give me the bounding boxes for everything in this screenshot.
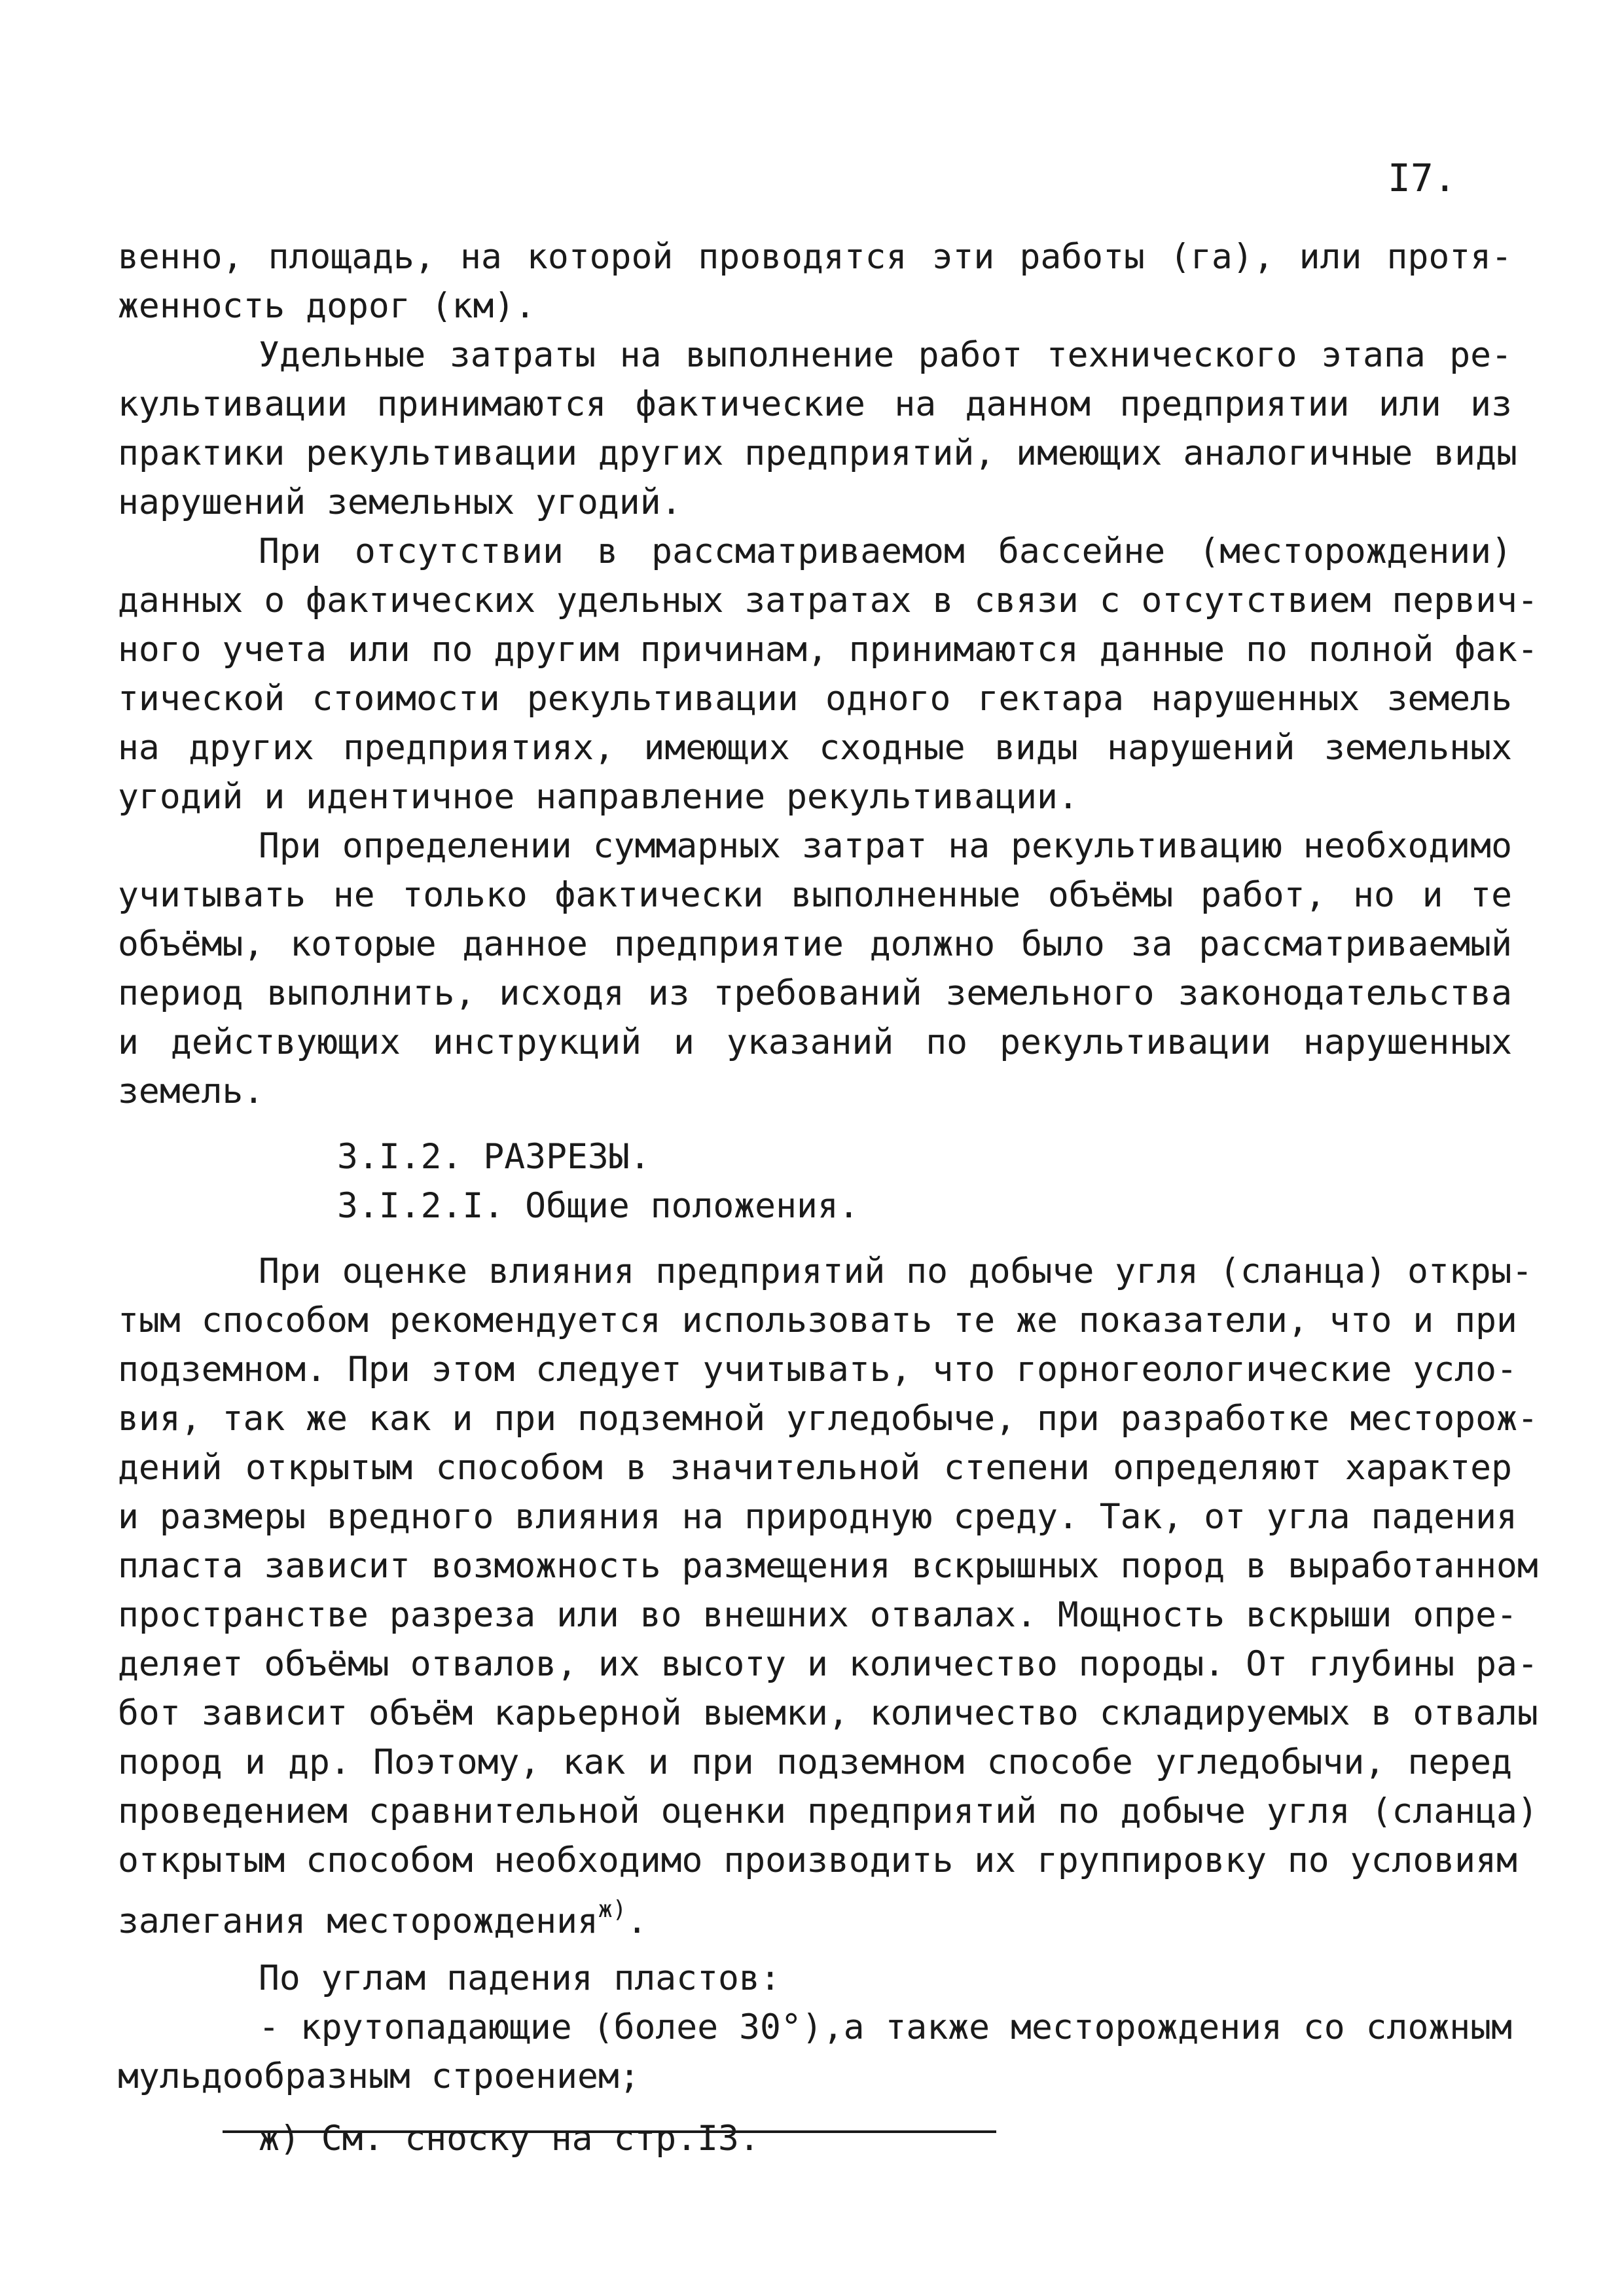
text-line: учитывать не только фактически выполненные объёмы работ, но и те bbox=[118, 875, 1512, 915]
paragraph-start: По углам падения пластов: bbox=[259, 1958, 781, 1998]
paragraph-start: При определении суммарных затрат на рекультивацию необходимо bbox=[259, 826, 1512, 866]
text-line: открытым способом необходимо производить их группировку по условиям bbox=[118, 1840, 1517, 1880]
line-end: . bbox=[626, 1901, 648, 1941]
text-line-with-footnote-ref bbox=[118, 1885, 1512, 1941]
text-line: и размеры вредного влияния на природную среду. Так, от угла падения bbox=[118, 1497, 1517, 1537]
text-line: пласта зависит возможность размещения вскрышных пород в выработанном bbox=[118, 1546, 1538, 1586]
section-heading: 3.I.2. РАЗРЕЗЫ. bbox=[337, 1137, 651, 1177]
text-line: дений открытым способом в значительной степени определяют характер bbox=[118, 1448, 1512, 1488]
text-line: нарушений земельных угодий. bbox=[118, 482, 682, 522]
text-line: бот зависит объём карьерной выемки, количество складируемых в отвалы bbox=[118, 1693, 1538, 1733]
text-line: культивации принимаются фактические на данном предприятии или из bbox=[118, 384, 1512, 424]
text-line: и действующих инструкций и указаний по рекультивации нарушенных bbox=[118, 1022, 1512, 1062]
text-line: период выполнить, исходя из требований земельного законодательства bbox=[118, 973, 1512, 1013]
paragraph-start: При оценке влияния предприятий по добыче угля (сланца) откры- bbox=[259, 1251, 1533, 1291]
text-line: проведением сравнительной оценки предприятий по добыче угля (сланца) bbox=[118, 1791, 1538, 1831]
paragraph-start: При отсутствии в рассматриваемом бассейне (месторождении) bbox=[259, 531, 1512, 571]
text-line: тым способом рекомендуется использовать те же показатели, что и при bbox=[118, 1300, 1517, 1340]
text-line: объёмы, которые данное предприятие должно было за рассматриваемый bbox=[118, 924, 1512, 964]
text-line: пород и др. Поэтому, как и при подземном способе угледобычи, перед bbox=[118, 1742, 1512, 1782]
text-line: ного учета или по другим причинам, принимаются данные по полной фак- bbox=[118, 630, 1538, 670]
footnote-ref: ж) bbox=[598, 1896, 627, 1923]
subsection-heading: 3.I.2.I. Общие положения. bbox=[337, 1186, 859, 1226]
page-number: I7. bbox=[1388, 156, 1456, 200]
text-line: на других предприятиях, имеющих сходные виды нарушений земельных bbox=[118, 728, 1512, 768]
text-line: тической стоимости рекультивации одного гектара нарушенных земель bbox=[118, 679, 1512, 719]
text-line: мульдообразным строением; bbox=[118, 2056, 640, 2096]
text-line: подземном. При этом следует учитывать, что горногеологические усло- bbox=[118, 1350, 1517, 1390]
text-line: деляет объёмы отвалов, их высоту и количество породы. От глубины ра- bbox=[118, 1644, 1538, 1684]
list-item: - крутопадающие (более 30°),а также месторождения со сложным bbox=[259, 2007, 1512, 2047]
text-line: данных о фактических удельных затратах в связи с отсутствием первич- bbox=[118, 581, 1538, 620]
text-line: земель. bbox=[118, 1071, 264, 1111]
text-line: венно, площадь, на которой проводятся эти работы (га), или протя- bbox=[118, 237, 1512, 277]
footnote: ж) См. сноску на стр.I3. bbox=[259, 2119, 760, 2159]
text-line: вия, так же как и при подземной угледобыче, при разработке месторож- bbox=[118, 1399, 1538, 1439]
text-line: пространстве разреза или во внешних отвалах. Мощность вскрыши опре- bbox=[118, 1595, 1517, 1635]
paragraph-start: Удельные затраты на выполнение работ технического этапа ре- bbox=[259, 335, 1512, 375]
text-line: залегания месторождения bbox=[118, 1901, 598, 1941]
text-line: женность дорог (км). bbox=[118, 286, 536, 326]
text-line: практики рекультивации других предприятий, имеющих аналогичные виды bbox=[118, 433, 1517, 473]
text-line: угодий и идентичное направление рекультивации. bbox=[118, 777, 1079, 817]
